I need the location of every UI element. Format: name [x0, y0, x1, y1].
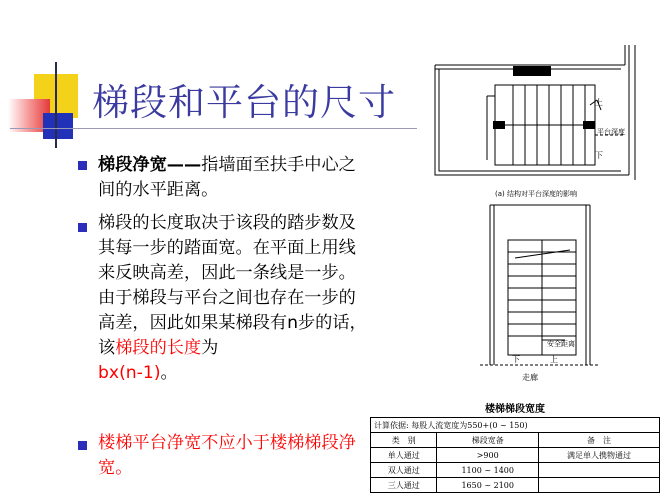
- table-cell: [538, 463, 659, 478]
- title-underline: [10, 128, 417, 129]
- down-label: 下: [595, 151, 603, 160]
- table-row: [371, 463, 660, 478]
- platform-depth-label: 平台深度: [597, 128, 625, 136]
- up-label: 上: [595, 98, 603, 107]
- formula-text: 每股人流宽度为550+(0 ~ 150): [411, 420, 528, 430]
- bullet-3-text: [98, 431, 370, 481]
- table-title: 楼梯梯段宽度: [485, 404, 545, 415]
- bullet-1-bold: 梯段净宽——: [98, 155, 202, 175]
- safety-distance-label: 安全距离: [547, 340, 575, 348]
- table-row: [371, 448, 660, 463]
- column-mark: [583, 121, 595, 129]
- bullet-marker: [78, 161, 87, 170]
- table-header: 备 注: [538, 433, 659, 448]
- formula-label: 计算依据:: [374, 420, 409, 430]
- bullet-2-mid: 为: [201, 338, 219, 358]
- down-label-b: 下: [512, 355, 520, 364]
- slide-title: 梯段和平台的尺寸: [92, 81, 396, 124]
- stair-width-table: [370, 400, 660, 496]
- table-header: 类 别: [371, 433, 437, 448]
- table-cell: 1100 ~ 1400: [437, 463, 538, 478]
- table-cell: 单人通过: [371, 448, 437, 463]
- bullet-1-text: [98, 153, 370, 203]
- table-header: 梯段宽备: [437, 433, 538, 448]
- bullet-1-body: 指墙面至扶手中心之间的水平距离。: [98, 155, 356, 200]
- formula-row: [371, 418, 660, 433]
- up-label-b: 上: [550, 355, 558, 364]
- stair-plan-diagram-a: [425, 40, 665, 200]
- bullet-marker: [78, 441, 87, 450]
- corridor-label: 走廊: [522, 373, 538, 382]
- diagram-a-caption: (a) 结构对平台深度的影响: [495, 190, 577, 198]
- bullet-2-highlight: 梯段的长度: [115, 338, 202, 358]
- stair-plan-diagram-b: [470, 200, 610, 385]
- bullet-2-formula: bx(n-1): [98, 363, 161, 383]
- table-cell: [538, 478, 659, 493]
- table-cell: 双人通过: [371, 463, 437, 478]
- table-row: [371, 478, 660, 493]
- table-cell: 三人通过: [371, 478, 437, 493]
- deco-vertical-line: [55, 62, 57, 148]
- bullet-marker: [78, 223, 87, 232]
- bullet-2-text: [98, 211, 370, 386]
- bullet-3-body: 楼梯平台净宽不应小于楼梯梯段净宽。: [98, 433, 356, 478]
- deco-blue-square: [43, 113, 73, 139]
- table-header-row: [371, 433, 660, 448]
- column-mark: [493, 121, 505, 129]
- bullet-2-pre: 梯段的长度取决于该段的踏步数及其每一步的踏面宽。在平面上用线来反映高差，因此一条线是一步。由于梯段与平台之间也存在一步的高差，因此如果某梯段有n步的话，该: [98, 213, 367, 358]
- beam-mark: [513, 66, 551, 76]
- table-cell: >900: [437, 448, 538, 463]
- bullet-2-post: 。: [160, 363, 178, 383]
- table-cell: 满足单人携物通过: [538, 448, 659, 463]
- table-cell: 1650 ~ 2100: [437, 478, 538, 493]
